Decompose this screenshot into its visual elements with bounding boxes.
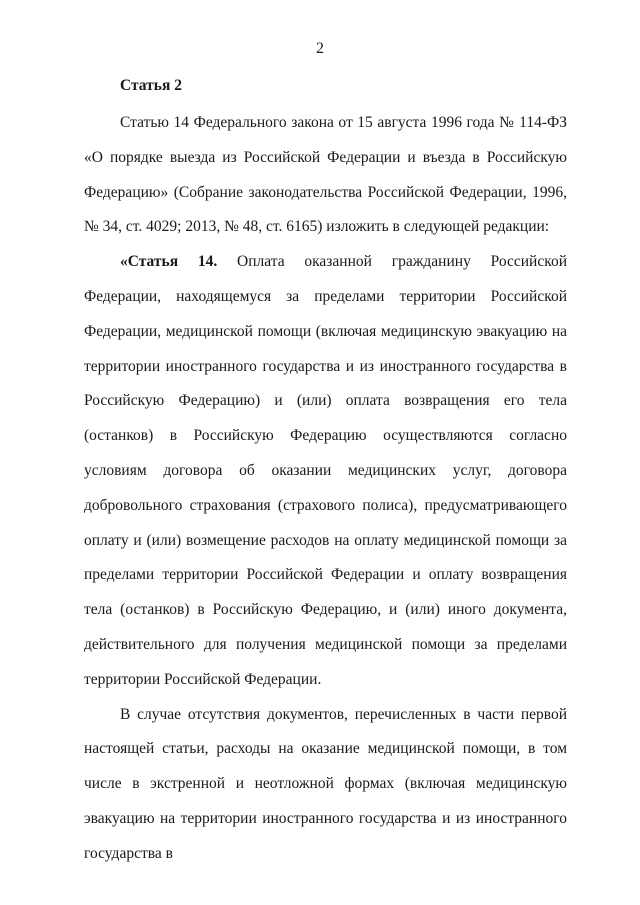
article-heading: Статья 2	[120, 77, 182, 94]
paragraph-amendment-intro	[84, 106, 567, 245]
paragraph-absence-of-documents	[84, 698, 567, 872]
paragraph-text: Оплата оказанной гражданину Российской Федерации, находящемуся за пределами территории Российской Федерации, медицинской помощи (включая медицинскую эвакуацию на территории иностранного государства и из иностранного государства в Российскую Федерацию) и (или) оплата возвращения его тела (останков) в Российскую Федерацию осуществляются согласно условиям договора об оказании медицинских услуг, договора добровольного страхования (страхового полиса), предусматривающего оплату и (или) возмещение расходов на оплату медицинской помощи за пределами территории Российской Федерации и оплату возвращения тела (останков) в Российскую Федерацию, и (или) иного документа, действительного для получения медицинской помощи за пределами территории Российской Федерации.	[84, 253, 567, 688]
document-body	[84, 106, 567, 872]
page-number: 2	[316, 40, 324, 57]
article-14-title: «Статья 14.	[120, 253, 218, 271]
paragraph-text: В случае отсутствия документов, перечисленных в части первой настоящей статьи, расходы на оказание медицинской помощи, в том числе в экстренной и неотложной формах (включая медицинскую эвакуацию на территории иностранного государства и из иностранного государства в	[84, 705, 567, 862]
paragraph-article-14	[84, 245, 567, 697]
paragraph-text: Статью 14 Федерального закона от 15 августа 1996 года № 114-ФЗ «О порядке выезда из Российской Федерации и въезда в Российскую Федерацию» (Собрание законодательства Российской Федерации, 1996, № 34, ст. 4029; 2013, № 48, ст. 6165) изложить в следующей редакции:	[84, 114, 567, 236]
